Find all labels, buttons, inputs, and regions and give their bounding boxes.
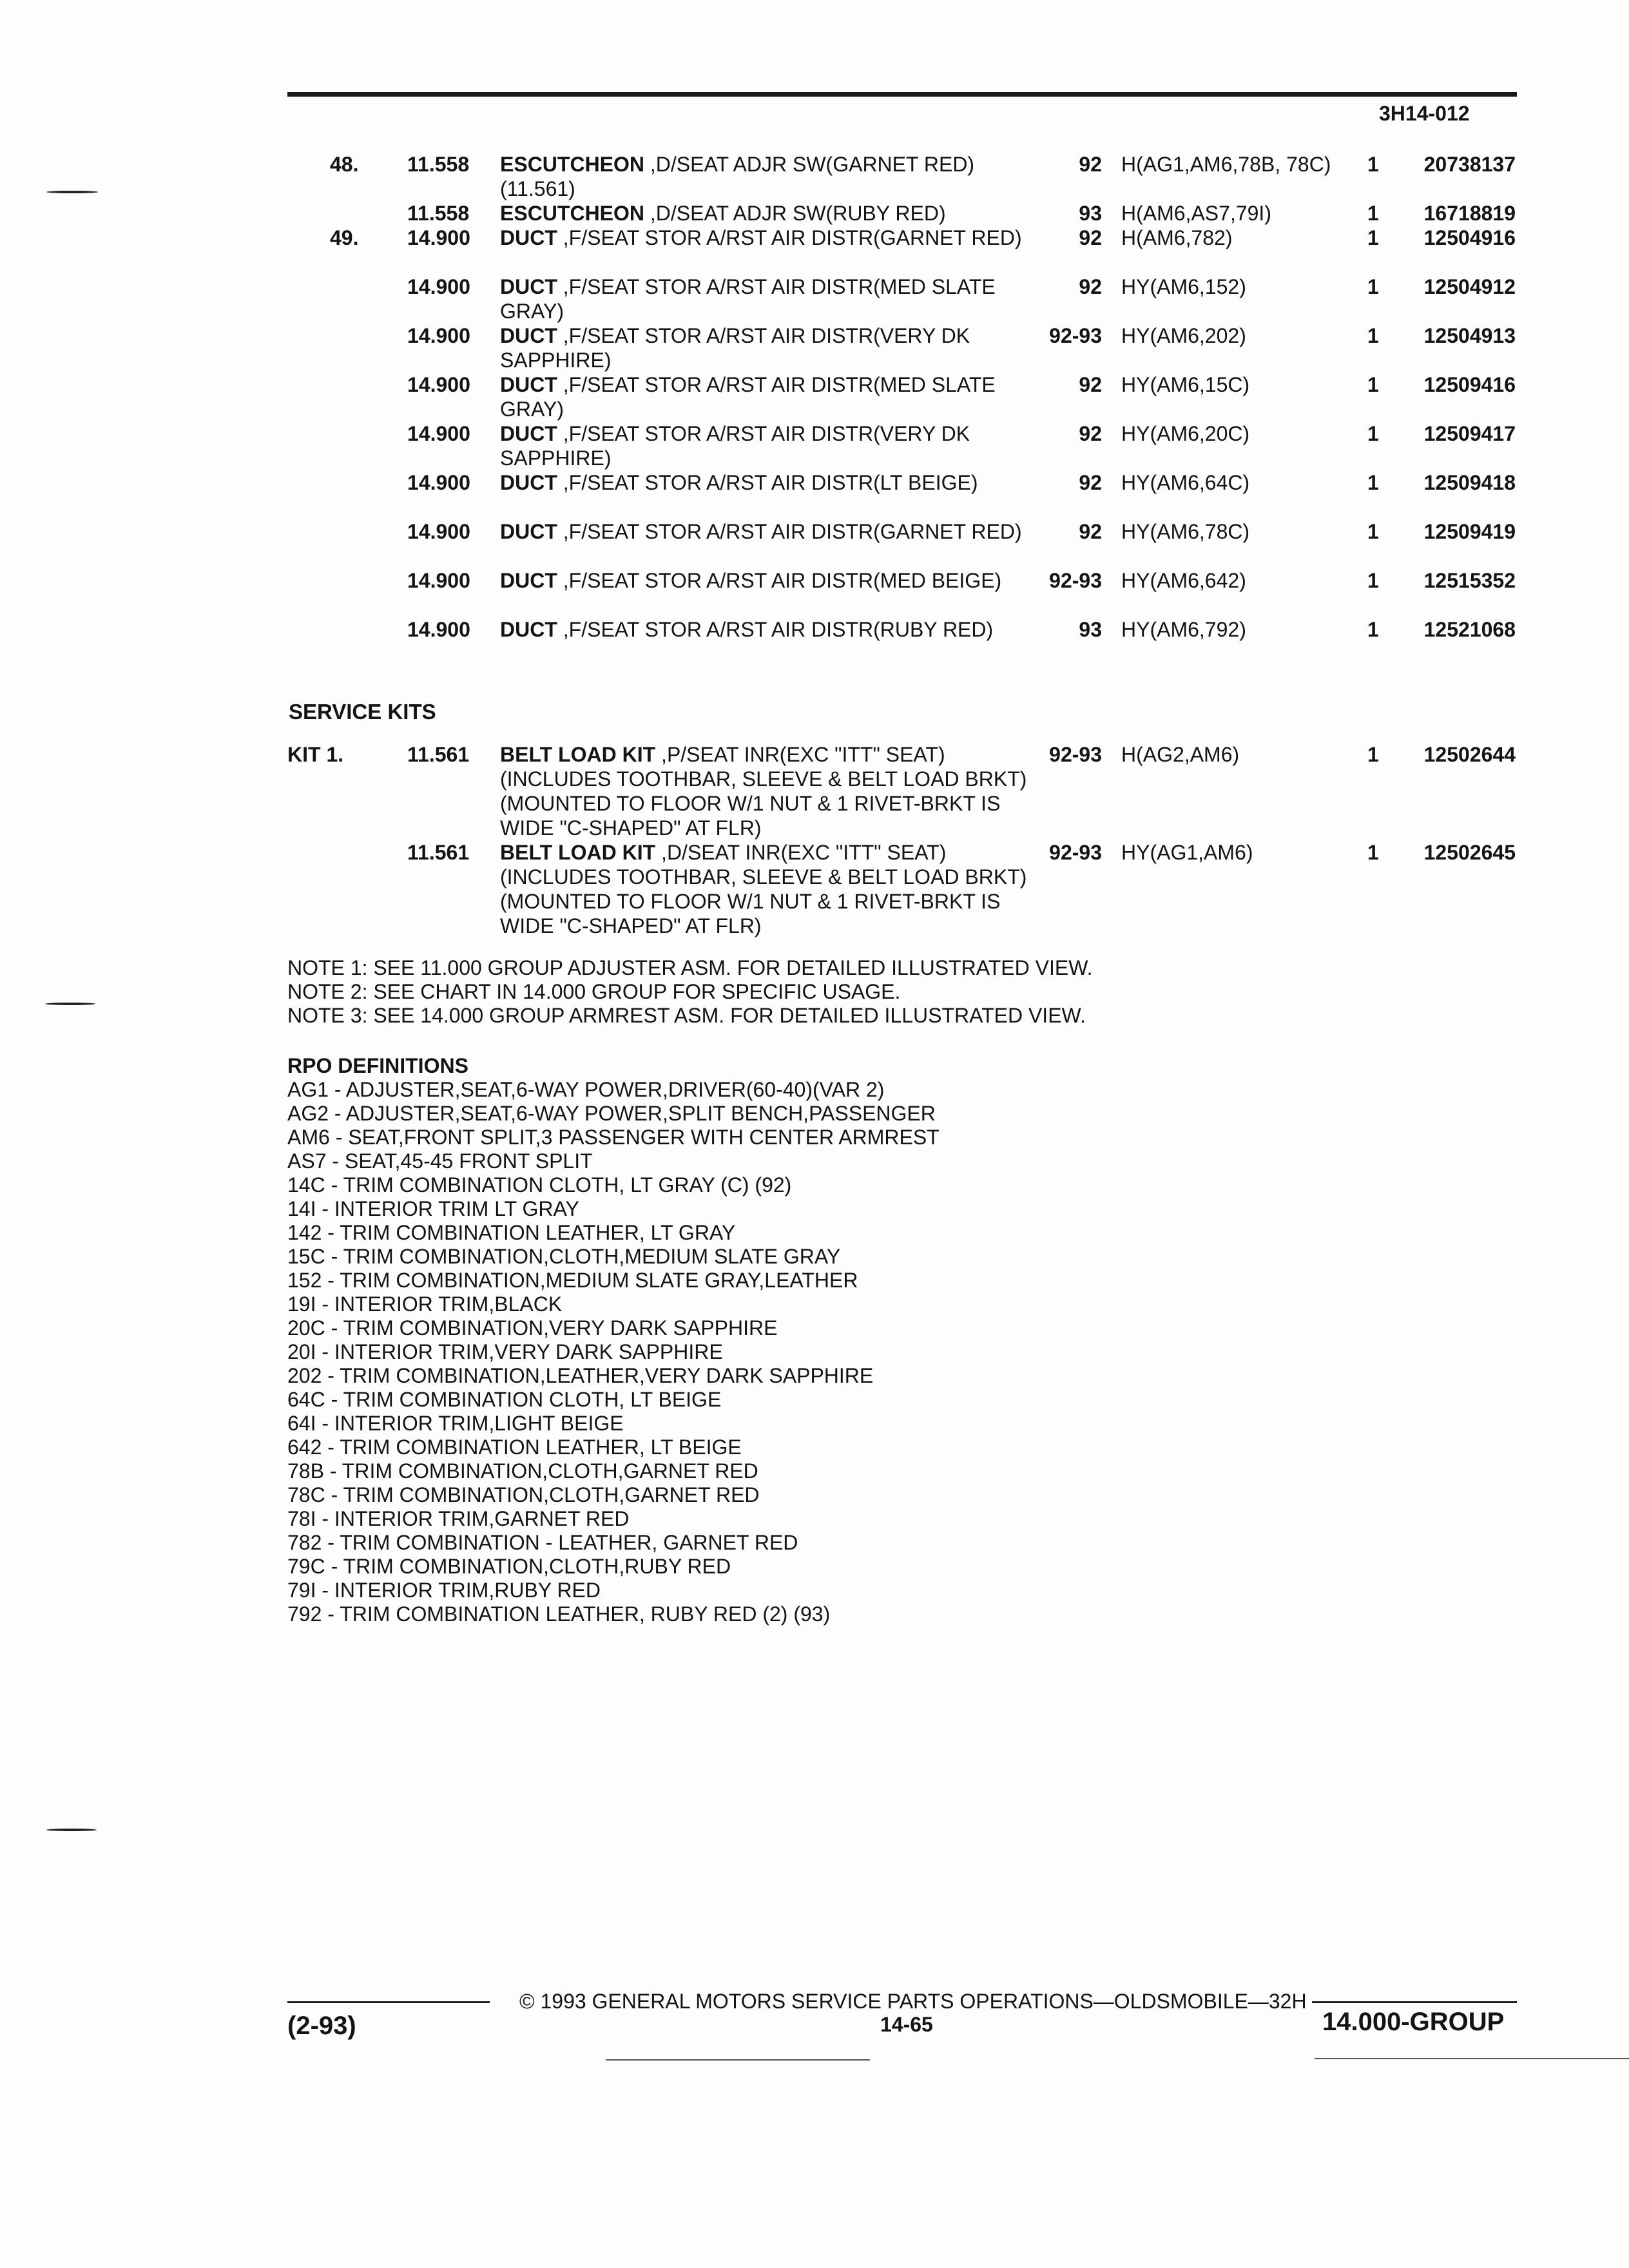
group-number: 14.900 [407, 226, 470, 249]
rpo-definition: 78B - TRIM COMBINATION,CLOTH,GARNET RED [287, 1459, 758, 1483]
group-number: 14.900 [407, 471, 470, 494]
rpo-definition: 78C - TRIM COMBINATION,CLOTH,GARNET RED [287, 1483, 760, 1506]
part-number: 12521068 [1423, 618, 1516, 641]
part-number: 12504916 [1423, 226, 1516, 249]
page-number: 14-65 [880, 2013, 933, 2036]
rpo-definition: 64C - TRIM COMBINATION CLOTH, LT BEIGE [287, 1388, 722, 1411]
group-number: 14.900 [407, 569, 470, 592]
part-name: DUCT [500, 226, 557, 249]
group-number: 11.558 [407, 153, 470, 176]
notes-block [287, 956, 1093, 1028]
part-number: 12509419 [1423, 520, 1516, 543]
part-detail: ,F/SEAT STOR A/RST AIR DISTR(GARNET RED) [563, 226, 1022, 249]
group-number: 11.561 [407, 743, 470, 766]
group-label: 14.000-GROUP [1322, 2008, 1505, 2036]
part-name: BELT LOAD KIT [500, 841, 656, 864]
series-usage: HY(AG1,AM6) [1121, 841, 1253, 864]
part-number: 12509418 [1423, 471, 1516, 494]
part-detail: ,F/SEAT STOR A/RST AIR DISTR(VERY DK SAPPHIRE) [500, 422, 970, 470]
note-line: NOTE 3: SEE 14.000 GROUP ARMREST ASM. FOR DETAILED ILLUSTRATED VIEW. [287, 1004, 1086, 1027]
part-name: DUCT [500, 618, 557, 641]
quantity: 1 [1367, 275, 1379, 298]
part-detail: ,F/SEAT STOR A/RST AIR DISTR(MED SLATE GRAY) [500, 275, 996, 323]
series-usage: HY(AM6,64C) [1121, 471, 1250, 494]
part-detail: ,F/SEAT STOR A/RST AIR DISTR(LT BEIGE) [563, 471, 978, 494]
part-name: DUCT [500, 520, 557, 543]
item-number: 49. [330, 226, 359, 249]
part-detail: ,F/SEAT STOR A/RST AIR DISTR(GARNET RED) [563, 520, 1022, 543]
quantity: 1 [1367, 422, 1379, 445]
part-detail: ,F/SEAT STOR A/RST AIR DISTR(MED SLATE GRAY) [500, 373, 996, 421]
part-name: ESCUTCHEON [500, 153, 645, 176]
series-usage: H(AG2,AM6) [1121, 743, 1240, 766]
group-number: 14.900 [407, 618, 470, 641]
model-years: 92 [1079, 422, 1102, 445]
quantity: 1 [1367, 471, 1379, 494]
quantity: 1 [1367, 324, 1379, 347]
model-years: 92-93 [1049, 743, 1102, 766]
rpo-definition: AG1 - ADJUSTER,SEAT,6-WAY POWER,DRIVER(60-40)(VAR 2) [287, 1078, 885, 1101]
part-number: 12504912 [1423, 275, 1516, 298]
rpo-definition: 79C - TRIM COMBINATION,CLOTH,RUBY RED [287, 1555, 731, 1578]
part-detail: ,F/SEAT STOR A/RST AIR DISTR(VERY DK SAPPHIRE) [500, 324, 970, 372]
quantity: 1 [1367, 743, 1379, 766]
rpo-definition: 19I - INTERIOR TRIM,BLACK [287, 1293, 563, 1316]
series-usage: HY(AM6,642) [1121, 569, 1246, 592]
series-usage: H(AG1,AM6,78B, 78C) [1121, 153, 1331, 176]
part-number: 12504913 [1423, 324, 1516, 347]
group-number: 11.561 [407, 841, 470, 864]
rpo-definition: 152 - TRIM COMBINATION,MEDIUM SLATE GRAY,LEATHER [287, 1269, 858, 1292]
part-name: DUCT [500, 324, 557, 347]
date-code: (2-93) [287, 2012, 356, 2040]
part-description [500, 742, 1028, 840]
rpo-definition: 782 - TRIM COMBINATION - LEATHER, GARNET RED [287, 1531, 798, 1554]
rpo-definitions [287, 1054, 940, 1626]
group-number: 14.900 [407, 422, 470, 445]
model-years: 92 [1079, 520, 1102, 543]
rpo-title: RPO DEFINITIONS [287, 1054, 468, 1077]
footer-rule-left [287, 2001, 490, 2003]
part-number: 12509416 [1423, 373, 1516, 396]
rpo-definition: 142 - TRIM COMBINATION LEATHER, LT GRAY [287, 1221, 736, 1244]
service-kits-list [0, 0, 1629, 966]
group-number: 14.900 [407, 520, 470, 543]
series-usage: H(AM6,AS7,79I) [1121, 202, 1271, 225]
part-number: 20738137 [1423, 153, 1516, 176]
quantity: 1 [1367, 226, 1379, 249]
part-name: BELT LOAD KIT [500, 743, 656, 766]
model-years: 92-93 [1049, 569, 1102, 592]
part-detail: ,D/SEAT ADJR SW(RUBY RED) [650, 202, 946, 225]
series-usage: H(AM6,782) [1121, 226, 1233, 249]
model-years: 92-93 [1049, 841, 1102, 864]
part-detail: ,F/SEAT STOR A/RST AIR DISTR(RUBY RED) [563, 618, 994, 641]
quantity: 1 [1367, 569, 1379, 592]
quantity: 1 [1367, 153, 1379, 176]
rpo-definition: 14I - INTERIOR TRIM LT GRAY [287, 1197, 579, 1220]
group-number: 14.900 [407, 373, 470, 396]
group-number: 11.558 [407, 202, 470, 225]
series-usage: HY(AM6,20C) [1121, 422, 1250, 445]
quantity: 1 [1367, 841, 1379, 864]
note-line: NOTE 1: SEE 11.000 GROUP ADJUSTER ASM. FOR DETAILED ILLUSTRATED VIEW. [287, 956, 1093, 979]
page-code: 3H14-012 [1379, 102, 1470, 125]
quantity: 1 [1367, 618, 1379, 641]
note-line: NOTE 2: SEE CHART IN 14.000 GROUP FOR SPECIFIC USAGE. [287, 980, 901, 1003]
rpo-definition: 20C - TRIM COMBINATION,VERY DARK SAPPHIRE [287, 1316, 778, 1340]
rpo-definition: AS7 - SEAT,45-45 FRONT SPLIT [287, 1149, 593, 1173]
service-kits-heading: SERVICE KITS [289, 700, 436, 724]
footer-rule-right [1312, 2001, 1517, 2003]
footer-underline [606, 2059, 870, 2061]
part-name: DUCT [500, 471, 557, 494]
quantity: 1 [1367, 373, 1379, 396]
model-years: 93 [1079, 618, 1102, 641]
rpo-definition: AG2 - ADJUSTER,SEAT,6-WAY POWER,SPLIT BENCH,PASSENGER [287, 1102, 936, 1125]
footer-underline [1315, 2058, 1629, 2059]
series-usage: HY(AM6,792) [1121, 618, 1246, 641]
rpo-definition: 64I - INTERIOR TRIM,LIGHT BEIGE [287, 1412, 624, 1435]
part-detail: ,P/SEAT INR(EXC "ITT" SEAT) (INCLUDES TOOTHBAR, SLEEVE & BELT LOAD BRKT) (MOUNTED TO FLOOR W/1 NUT & 1 RIVET-BRKT IS WIDE "C-SHAPED" AT FLR) [500, 743, 1027, 840]
part-detail: ,D/SEAT INR(EXC "ITT" SEAT) (INCLUDES TOOTHBAR, SLEEVE & BELT LOAD BRKT) (MOUNTED TO FLOOR W/1 NUT & 1 RIVET-BRKT IS WIDE "C-SHAPED" AT FLR) [500, 841, 1027, 937]
rpo-definition: 202 - TRIM COMBINATION,LEATHER,VERY DARK SAPPHIRE [287, 1364, 874, 1387]
model-years: 93 [1079, 202, 1102, 225]
quantity: 1 [1367, 202, 1379, 225]
item-number: KIT 1. [287, 743, 344, 766]
quantity: 1 [1367, 520, 1379, 543]
rpo-definition: 792 - TRIM COMBINATION LEATHER, RUBY RED (2) (93) [287, 1602, 831, 1626]
part-name: DUCT [500, 373, 557, 396]
part-name: DUCT [500, 569, 557, 592]
part-number: 12502645 [1423, 841, 1516, 864]
part-name: DUCT [500, 275, 557, 298]
model-years: 92 [1079, 153, 1102, 176]
model-years: 92 [1079, 373, 1102, 396]
rpo-definition: 15C - TRIM COMBINATION,CLOTH,MEDIUM SLATE GRAY [287, 1245, 841, 1268]
item-number: 48. [330, 153, 359, 176]
series-usage: HY(AM6,15C) [1121, 373, 1250, 396]
model-years: 92 [1079, 226, 1102, 249]
rpo-list [287, 1078, 940, 1626]
rpo-definition: AM6 - SEAT,FRONT SPLIT,3 PASSENGER WITH CENTER ARMREST [287, 1126, 940, 1149]
series-usage: HY(AM6,152) [1121, 275, 1246, 298]
rpo-definition: 78I - INTERIOR TRIM,GARNET RED [287, 1507, 630, 1530]
series-usage: HY(AM6,202) [1121, 324, 1246, 347]
margin-mark [46, 1829, 97, 1831]
part-description [500, 840, 1028, 938]
group-number: 14.900 [407, 324, 470, 347]
copyright: © 1993 GENERAL MOTORS SERVICE PARTS OPERATIONS—OLDSMOBILE—32H [519, 1990, 1307, 2013]
rpo-definition: 14C - TRIM COMBINATION CLOTH, LT GRAY (C) (92) [287, 1173, 792, 1196]
model-years: 92-93 [1049, 324, 1102, 347]
part-number: 12515352 [1423, 569, 1516, 592]
model-years: 92 [1079, 275, 1102, 298]
part-detail: ,D/SEAT ADJR SW(GARNET RED)(11.561) [500, 153, 975, 200]
part-number: 16718819 [1423, 202, 1516, 225]
rpo-definition: 642 - TRIM COMBINATION LEATHER, LT BEIGE [287, 1436, 742, 1459]
part-name: ESCUTCHEON [500, 202, 645, 225]
group-number: 14.900 [407, 275, 470, 298]
part-number: 12502644 [1423, 743, 1516, 766]
model-years: 92 [1079, 471, 1102, 494]
rpo-definition: 20I - INTERIOR TRIM,VERY DARK SAPPHIRE [287, 1340, 723, 1363]
part-number: 12509417 [1423, 422, 1516, 445]
series-usage: HY(AM6,78C) [1121, 520, 1250, 543]
part-name: DUCT [500, 422, 557, 445]
part-detail: ,F/SEAT STOR A/RST AIR DISTR(MED BEIGE) [563, 569, 1002, 592]
rpo-definition: 79I - INTERIOR TRIM,RUBY RED [287, 1579, 601, 1602]
margin-mark [45, 1003, 95, 1005]
